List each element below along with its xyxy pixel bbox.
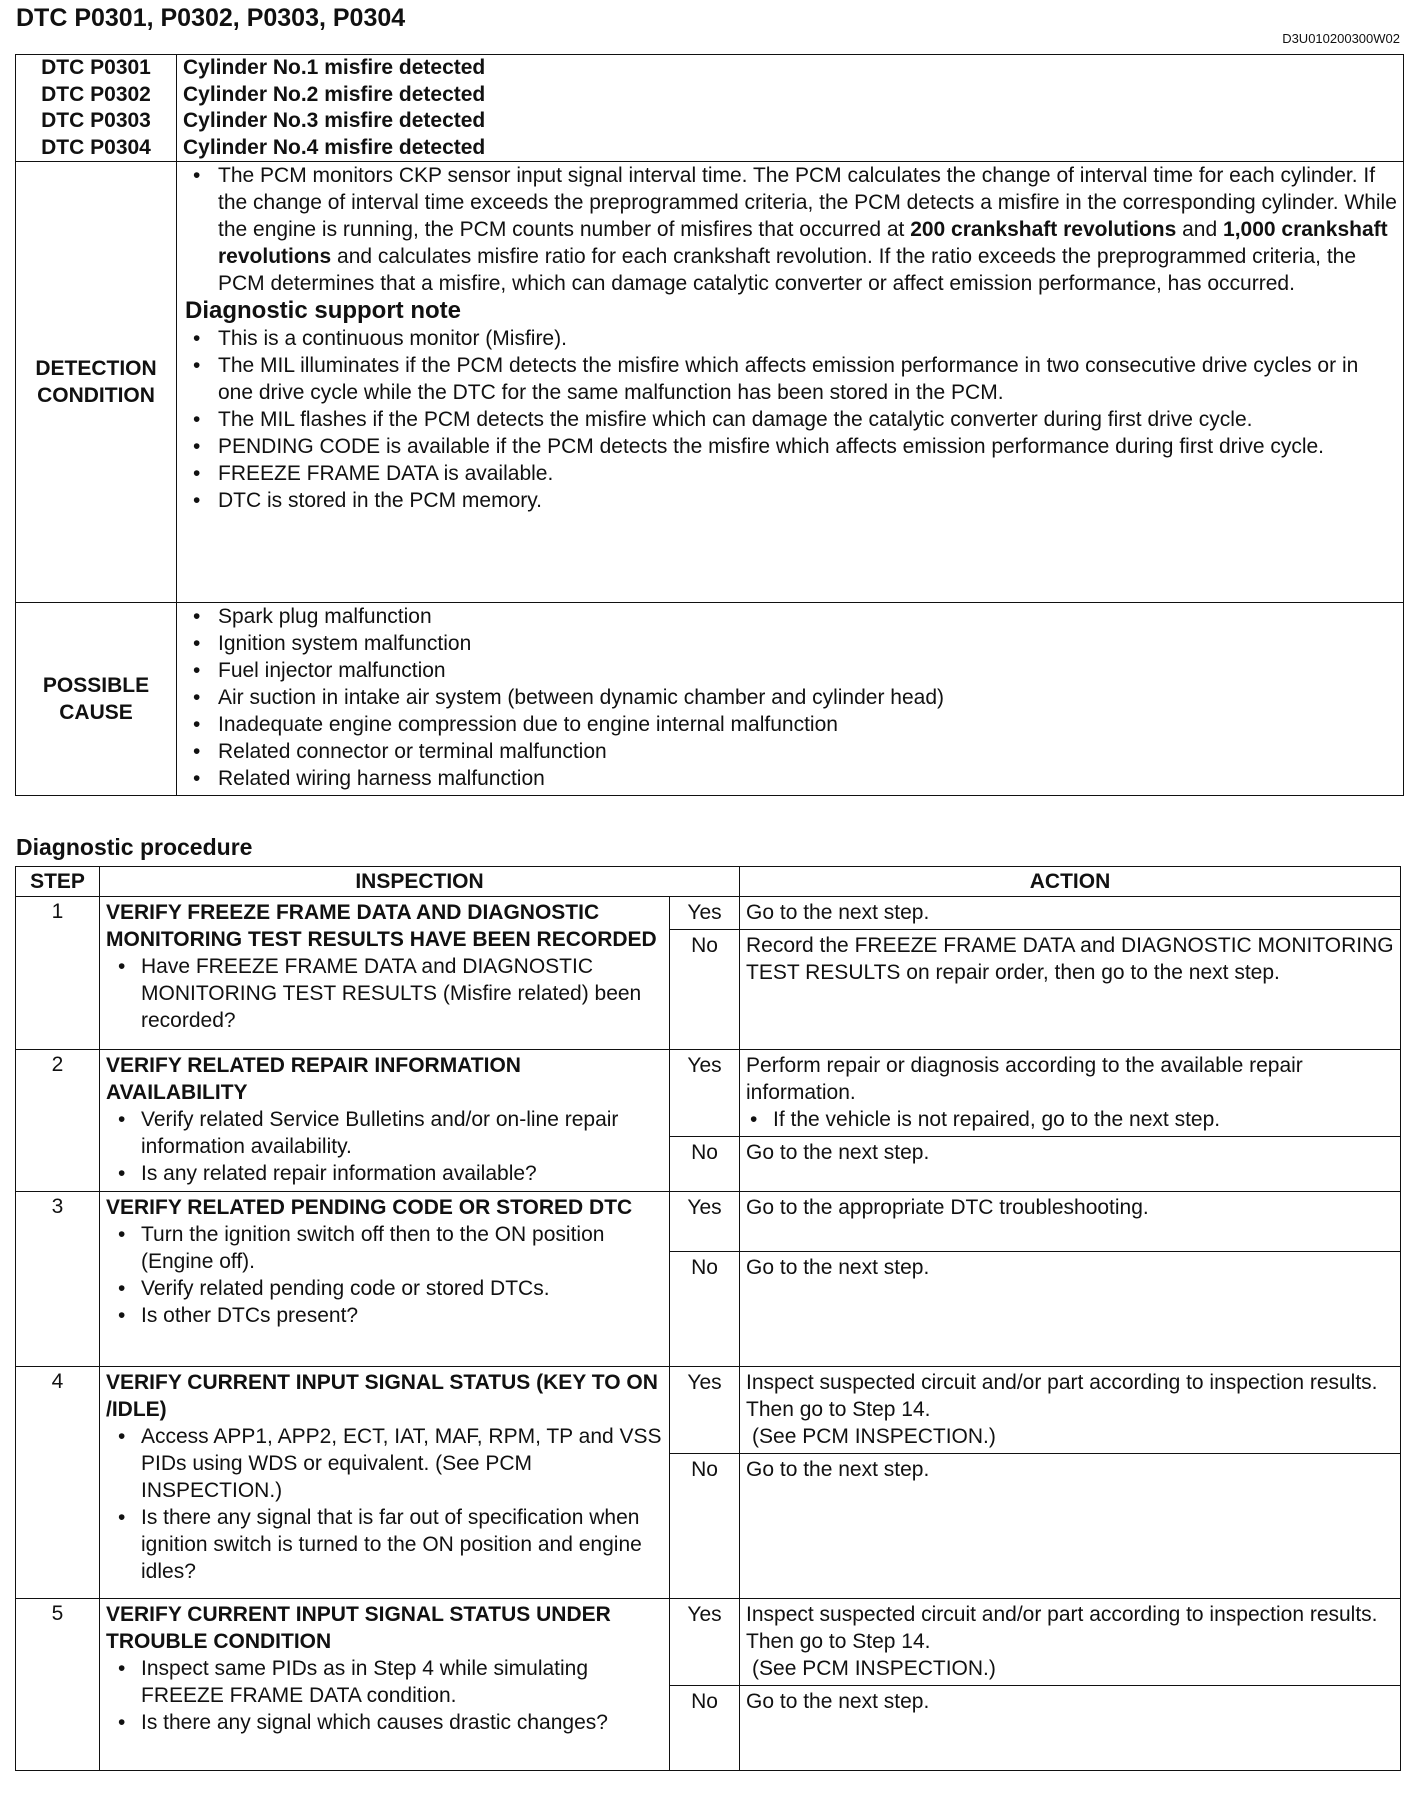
inspection-bullet: • Access APP1, APP2, ECT, IAT, MAF, RPM, TP and VSS PIDs using WDS or equivalent. (See PCM INSPECTION.) (106, 1423, 663, 1504)
support-note: • DTC is stored in the PCM memory. (183, 487, 1397, 514)
inspection-bullet: • Verify related Service Bulletins and/or on-line repair information availability. (106, 1106, 663, 1160)
possible-cause-item: • Ignition system malfunction (183, 630, 1397, 657)
support-note: • PENDING CODE is available if the PCM detects the misfire which affects emission performance during first drive cycle. (183, 433, 1397, 460)
dtc-description: Cylinder No.4 misfire detected (183, 135, 486, 159)
dtc-code: DTC P0304 (41, 135, 151, 159)
dtc-code: DTC P0303 (41, 109, 151, 132)
step-title: VERIFY RELATED PENDING CODE OR STORED DTC (106, 1196, 633, 1219)
yes-action-reference: (See PCM INSPECTION.) (752, 1425, 996, 1448)
support-note: • FREEZE FRAME DATA is available. (183, 460, 1397, 487)
yes-label: Yes (670, 897, 740, 930)
support-note: • The MIL illuminates if the PCM detects the misfire which affects emission performance in two consecutive drive cycles or in one drive cycle while the DTC for the same malfunction has been stored in the PCM. (183, 352, 1397, 406)
inspection-bullet: • Is there any signal which causes drastic changes? (106, 1709, 663, 1736)
inspection-column-header: INSPECTION (100, 867, 740, 897)
action-bullet: • If the vehicle is not repaired, go to the next step. (738, 1106, 1394, 1133)
document-code: D3U010200300W02 (1282, 31, 1400, 46)
dtc-code-list (16, 55, 177, 162)
step-title: VERIFY CURRENT INPUT SIGNAL STATUS (KEY TO ON /IDLE) (106, 1371, 658, 1421)
no-action: Go to the next step. (740, 1137, 1401, 1192)
inspection-bullet: • Turn the ignition switch off then to the ON position (Engine off). (106, 1221, 663, 1275)
yes-label: Yes (670, 1599, 740, 1686)
procedure-header-row (16, 867, 1401, 897)
no-action: Go to the next step. (740, 1454, 1401, 1599)
possible-cause-item: • Inadequate engine compression due to engine internal malfunction (183, 711, 1397, 738)
dtc-description-list (177, 55, 1404, 162)
yes-action: Go to the appropriate DTC troubleshooting. (740, 1192, 1401, 1252)
procedure-table (15, 866, 1401, 1771)
step-title: VERIFY CURRENT INPUT SIGNAL STATUS UNDER TROUBLE CONDITION (106, 1603, 611, 1653)
no-label: No (670, 1686, 740, 1771)
procedure-step-row (16, 1599, 1401, 1686)
action-column-header: ACTION (740, 867, 1401, 897)
dtc-description: Cylinder No.1 misfire detected (183, 56, 486, 79)
yes-label: Yes (670, 1050, 740, 1137)
no-action: Go to the next step. (740, 1686, 1401, 1771)
step-title: VERIFY FREEZE FRAME DATA AND DIAGNOSTIC MONITORING TEST RESULTS HAVE BEEN RECORDED (106, 901, 657, 951)
no-label: No (670, 1137, 740, 1192)
possible-cause-content (177, 603, 1404, 796)
procedure-heading: Diagnostic procedure (16, 834, 253, 860)
possible-cause-item: • Air suction in intake air system (between dynamic chamber and cylinder head) (183, 684, 1397, 711)
step-inspection (100, 1599, 670, 1771)
dtc-info-table (15, 54, 1404, 796)
procedure-step-row (16, 1192, 1401, 1252)
step-number: 2 (16, 1050, 100, 1192)
yes-action: Go to the next step. (740, 897, 1401, 930)
step-inspection (100, 897, 670, 1050)
inspection-bullet: • Is any related repair information available? (106, 1160, 663, 1187)
no-action: Go to the next step. (740, 1252, 1401, 1367)
inspection-bullet: • Inspect same PIDs as in Step 4 while simulating FREEZE FRAME DATA condition. (106, 1655, 663, 1709)
detection-condition-label: DETECTION CONDITION (16, 162, 177, 603)
possible-cause-item: • Related wiring harness malfunction (183, 765, 1397, 792)
detection-main-list (183, 162, 1397, 297)
yes-action-reference: (See PCM INSPECTION.) (752, 1657, 996, 1680)
inspection-bullet: • Have FREEZE FRAME DATA and DIAGNOSTIC MONITORING TEST RESULTS (Misfire related) been recorded? (106, 953, 663, 1034)
inspection-bullet: • Is other DTCs present? (106, 1302, 663, 1329)
step-inspection (100, 1367, 670, 1599)
step-inspection (100, 1050, 670, 1192)
yes-label: Yes (670, 1192, 740, 1252)
page-title: DTC P0301, P0302, P0303, P0304 (16, 4, 406, 32)
no-action: Record the FREEZE FRAME DATA and DIAGNOSTIC MONITORING TEST RESULTS on repair order, then go to the next step. (740, 930, 1401, 1050)
procedure-step-row (16, 1367, 1401, 1454)
step-inspection (100, 1192, 670, 1367)
yes-label: Yes (670, 1367, 740, 1454)
detection-condition-content (177, 162, 1404, 603)
step-column-header: STEP (16, 867, 100, 897)
procedure-step-row (16, 897, 1401, 930)
dtc-codes-row (16, 55, 1404, 162)
possible-cause-label: POSSIBLE CAUSE (16, 603, 177, 796)
step-number: 1 (16, 897, 100, 1050)
detection-condition-row (16, 162, 1404, 603)
detection-main-text: • The PCM monitors CKP sensor input signal interval time. The PCM calculates the change of interval time for each cylinder. If the change of interval time exceeds the preprogrammed criteria, the PCM detects a misfire in the corresponding cylinder. While the engine is running, the PCM counts number of misfires that occurred at 200 crankshaft revolutions and 1,000 crankshaft revolutions and calculates misfire ratio for each crankshaft revolution. If the ratio exceeds the preprogrammed criteria, the PCM determines that a misfire, which can damage catalytic converter or affect emission performance, has occurred. (183, 162, 1397, 297)
dtc-description: Cylinder No.3 misfire detected (183, 109, 486, 132)
yes-action: Inspect suspected circuit and/or part according to inspection results. Then go to Step 14. (See PCM INSPECTION.) (740, 1599, 1401, 1686)
no-label: No (670, 1454, 740, 1599)
support-note-list (183, 325, 1397, 514)
procedure-step-row (16, 1050, 1401, 1137)
possible-cause-list (183, 603, 1397, 792)
step-number: 4 (16, 1367, 100, 1599)
dtc-description: Cylinder No.2 misfire detected (183, 82, 486, 106)
step-title: VERIFY RELATED REPAIR INFORMATION AVAILABILITY (106, 1054, 521, 1104)
possible-cause-item: • Related connector or terminal malfunction (183, 738, 1397, 765)
possible-cause-row (16, 603, 1404, 796)
support-note-heading: Diagnostic support note (185, 297, 461, 324)
support-note: • The MIL flashes if the PCM detects the misfire which can damage the catalytic converter during first drive cycle. (183, 406, 1397, 433)
inspection-bullet: • Is there any signal that is far out of specification when ignition switch is turned to the ON position and engine idles? (106, 1504, 663, 1585)
dtc-code: DTC P0302 (41, 82, 151, 106)
yes-action: Inspect suspected circuit and/or part according to inspection results. Then go to Step 14. (See PCM INSPECTION.) (740, 1367, 1401, 1454)
step-number: 5 (16, 1599, 100, 1771)
inspection-bullet: • Verify related pending code or stored DTCs. (106, 1275, 663, 1302)
no-label: No (670, 1252, 740, 1367)
yes-action: Perform repair or diagnosis according to the available repair information. • If the vehicle is not repaired, go to the next step. (740, 1050, 1401, 1137)
support-note: • This is a continuous monitor (Misfire). (183, 325, 1397, 352)
no-label: No (670, 930, 740, 1050)
step-number: 3 (16, 1192, 100, 1367)
possible-cause-item: • Fuel injector malfunction (183, 657, 1397, 684)
possible-cause-item: • Spark plug malfunction (183, 603, 1397, 630)
dtc-code: DTC P0301 (41, 56, 151, 79)
